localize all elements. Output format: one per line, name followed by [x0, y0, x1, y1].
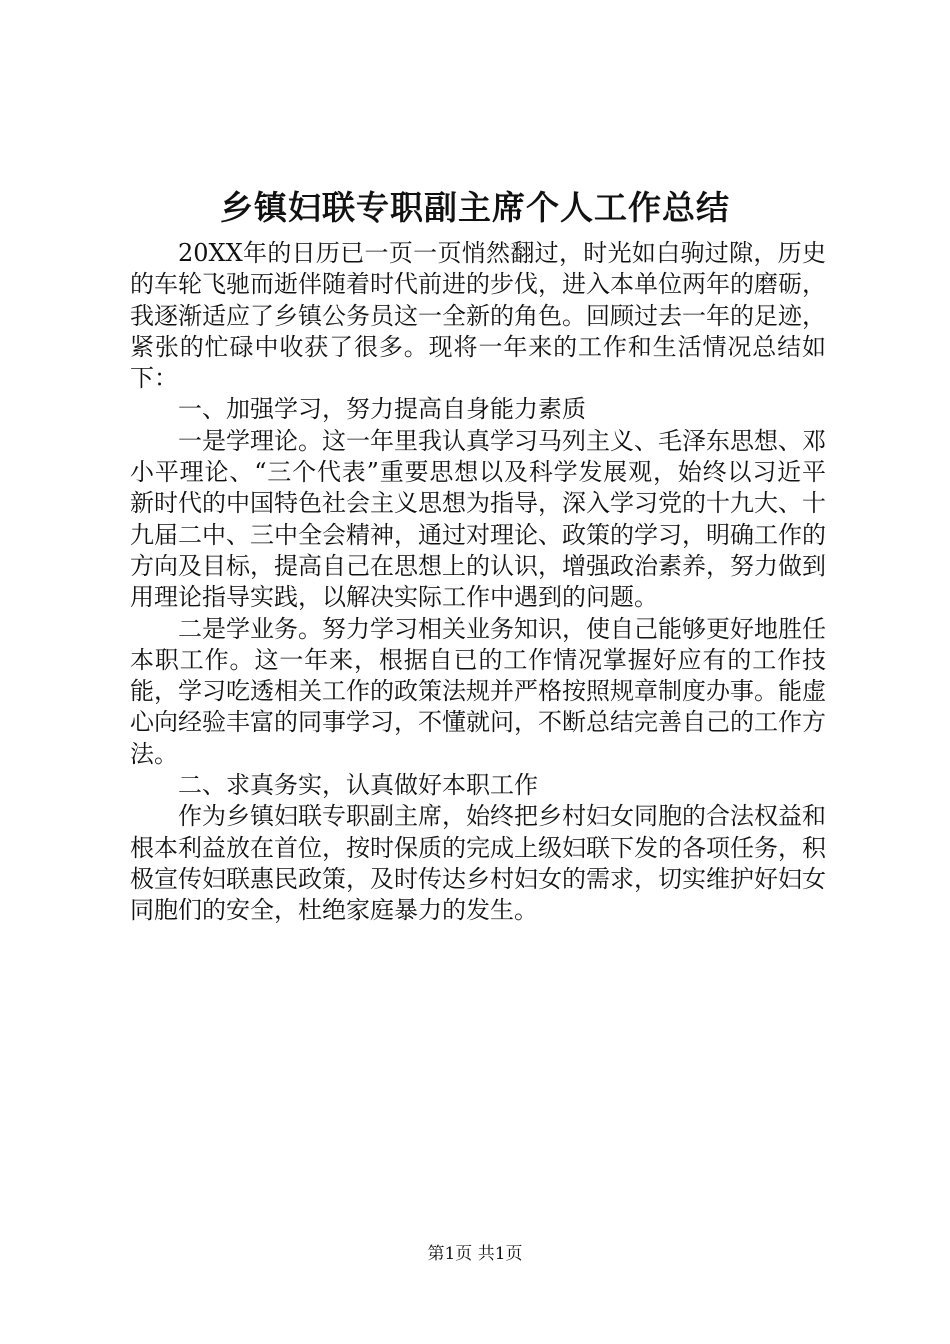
- section-heading-1: 一、加强学习，努力提高自身能力素质: [178, 395, 586, 424]
- theory-paragraph: 一是学理论。这一年里我认真学习马列主义、毛泽东思想、邓小平理论、“三个代表”重要思想以及科学发展观，始终以习近平新时代的中国特色社会主义思想为指导，深入学习党的十九大、十九届二中、三中全会精神，通过对理论、政策的学习，明确工作的方向及目标，提高自己在思想上的认识，增强政治素养，努力做到用理论指导实践，以解决实际工作中遇到的问题。: [130, 426, 826, 612]
- document-title: 乡镇妇联专职副主席个人工作总结: [220, 188, 730, 227]
- duty-paragraph: 作为乡镇妇联专职副主席，始终把乡村妇女同胞的合法权益和根本利益放在首位，按时保质的完成上级妇联下发的各项任务，积极宣传妇联惠民政策，及时传达乡村妇女的需求，切实维护好妇女同胞们的安全，杜绝家庭暴力的发生。: [130, 802, 826, 925]
- page-number-footer: 第1页 共1页: [427, 1244, 523, 1264]
- document-body: [130, 238, 826, 927]
- section-heading-2: 二、求真务实，认真做好本职工作: [178, 771, 538, 800]
- intro-paragraph: 20XX年的日历已一页一页悄然翻过，时光如白驹过隙，历史的车轮飞驰而逝伴随着时代前进的步伐，进入本单位两年的磨砺，我逐渐适应了乡镇公务员这一全新的角色。回顾过去一年的足迹，紧张的忙碌中收获了很多。现将一年来的工作和生活情况总结如下：: [130, 239, 826, 393]
- business-paragraph: 二是学业务。努力学习相关业务知识，使自己能够更好地胜任本职工作。这一年来，根据自已的工作情况掌握好应有的工作技能，学习吃透相关工作的政策法规并严格按照规章制度办事。能虚心向经验丰富的同事学习，不懂就问，不断总结完善自己的工作方法。: [130, 614, 826, 768]
